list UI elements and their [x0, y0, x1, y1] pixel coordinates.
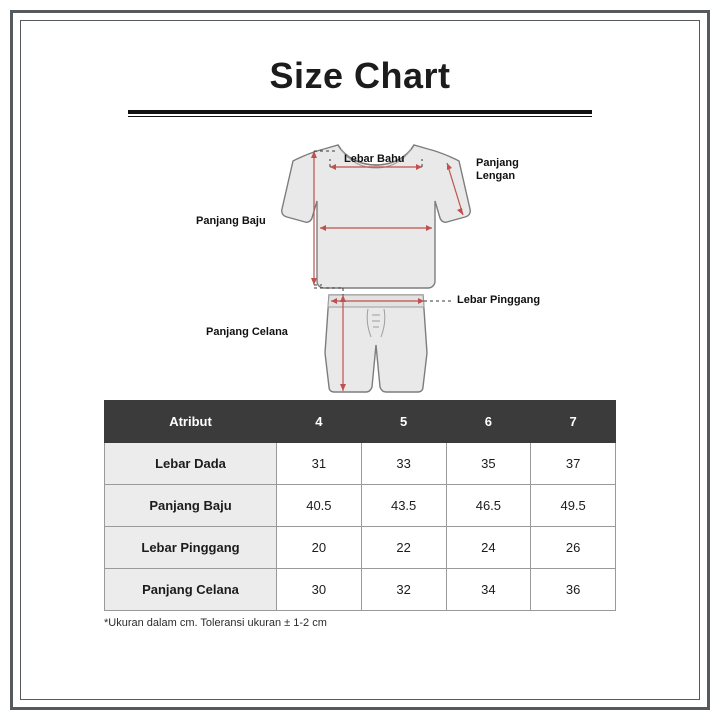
cell-panjang-baju-5: 43.5	[361, 485, 446, 527]
cell-lebar-dada-5: 33	[361, 443, 446, 485]
page-title: Size Chart	[269, 55, 451, 96]
table-header-size-6: 6	[446, 401, 531, 443]
table-row	[105, 443, 616, 485]
cell-panjang-celana-4: 30	[277, 569, 362, 611]
title-divider-thick	[128, 110, 592, 114]
title-divider	[128, 110, 592, 117]
cell-panjang-baju-4: 40.5	[277, 485, 362, 527]
row-label-lebar-dada: Lebar Dada	[105, 443, 277, 485]
cell-panjang-baju-6: 46.5	[446, 485, 531, 527]
cell-lebar-pinggang-6: 24	[446, 527, 531, 569]
label-lebar-pinggang: Lebar Pinggang	[457, 293, 541, 306]
cell-panjang-celana-6: 34	[446, 569, 531, 611]
label-panjang-lengan: Panjang Lengan	[476, 156, 519, 182]
cell-lebar-pinggang-4: 20	[277, 527, 362, 569]
table-header-attribute: Atribut	[105, 401, 277, 443]
table-row	[105, 569, 616, 611]
cell-panjang-celana-7: 36	[531, 569, 616, 611]
label-panjang-baju: Panjang Baju	[196, 214, 266, 227]
table-header-row	[105, 401, 616, 443]
measurement-note: *Ukuran dalam cm. Toleransi ukuran ± 1-2 cm	[104, 617, 327, 629]
label-panjang-celana: Panjang Celana	[206, 325, 288, 338]
garment-illustration	[46, 123, 674, 403]
table-header-size-4: 4	[277, 401, 362, 443]
label-lebar-bahu: Lebar Bahu	[344, 152, 405, 165]
row-label-panjang-baju: Panjang Baju	[105, 485, 277, 527]
table-head	[105, 401, 616, 443]
table-row	[105, 485, 616, 527]
cell-lebar-dada-6: 35	[446, 443, 531, 485]
table-body	[105, 443, 616, 611]
size-table	[104, 400, 616, 611]
shorts-shape	[325, 295, 427, 392]
title-divider-thin	[128, 116, 592, 117]
table-header-size-5: 5	[361, 401, 446, 443]
cell-lebar-dada-7: 37	[531, 443, 616, 485]
cell-lebar-dada-4: 31	[277, 443, 362, 485]
row-label-panjang-celana: Panjang Celana	[105, 569, 277, 611]
content-area	[46, 42, 674, 678]
table-header-size-7: 7	[531, 401, 616, 443]
cell-panjang-baju-7: 49.5	[531, 485, 616, 527]
cell-lebar-pinggang-5: 22	[361, 527, 446, 569]
cell-panjang-celana-5: 32	[361, 569, 446, 611]
cell-lebar-pinggang-7: 26	[531, 527, 616, 569]
row-label-lebar-pinggang: Lebar Pinggang	[105, 527, 277, 569]
table-row	[105, 527, 616, 569]
size-table-element	[104, 400, 616, 611]
